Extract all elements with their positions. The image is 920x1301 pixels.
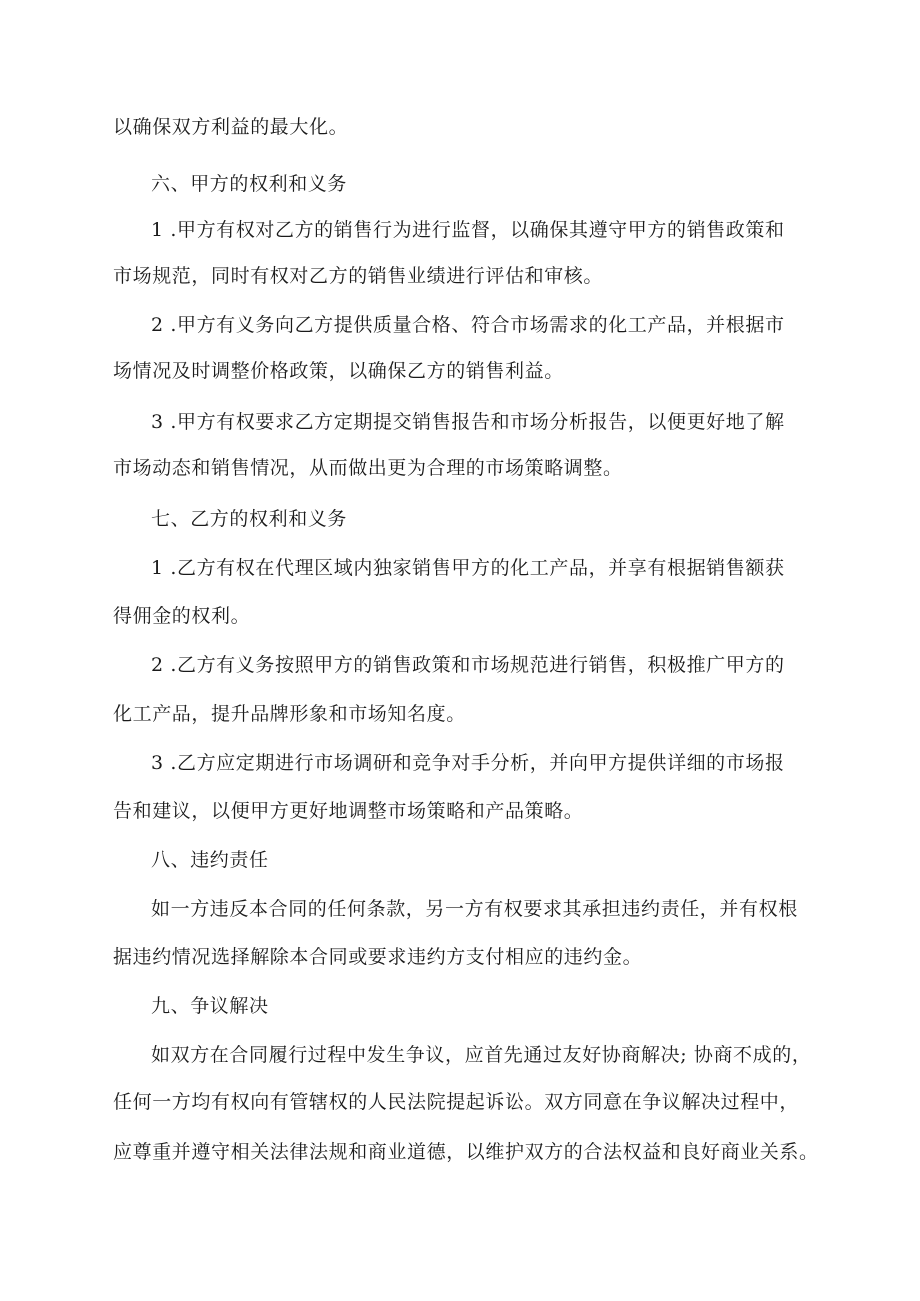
text-line: 化工产品，提升品牌形象和市场知名度。	[113, 703, 466, 725]
text-line: 如一方违反本合同的任何条款，另一方有权要求其承担违约责任，并有权根	[151, 898, 798, 920]
text-line: 2 .乙方有义务按照甲方的销售政策和市场规范进行销售，积极推广甲方的	[151, 654, 785, 676]
text-line: 任何一方均有权向有管辖权的人民法院提起诉讼。双方同意在争议解决过程中，	[113, 1091, 800, 1113]
text-line: 1 .乙方有权在代理区域内独家销售甲方的化工产品，并享有根据销售额获	[151, 557, 785, 579]
text-line: 以确保双方利益的最大化。	[113, 116, 349, 138]
text-line: 应尊重并遵守相关法律法规和商业道德，以维护双方的合法权益和良好商业关系。	[113, 1141, 819, 1163]
text-line: 市场规范，同时有权对乙方的销售业绩进行评估和审核。	[113, 265, 604, 287]
text-line: 场情况及时调整价格政策，以确保乙方的销售利益。	[113, 360, 564, 382]
text-line: 市场动态和销售情况，从而做出更为合理的市场策略调整。	[113, 457, 623, 479]
text-line: 1 .甲方有权对乙方的销售行为进行监督，以确保其遵守甲方的销售政策和	[151, 219, 785, 241]
text-line: 据违约情况选择解除本合同或要求违约方支付相应的违约金。	[113, 946, 643, 968]
text-line: 2 .甲方有义务向乙方提供质量合格、符合市场需求的化工产品，并根据市	[151, 314, 785, 336]
text-line: 3 .乙方应定期进行市场调研和竞争对手分析，并向甲方提供详细的市场报	[151, 752, 785, 774]
section-heading: 七、乙方的权利和义务	[151, 508, 348, 530]
text-line: 如双方在合同履行过程中发生争议，应首先通过友好协商解决; 协商不成的，	[151, 1044, 812, 1066]
section-heading: 九、争议解决	[151, 995, 269, 1017]
text-line: 得佣金的权利。	[113, 605, 251, 627]
text-line: 3 .甲方有权要求乙方定期提交销售报告和市场分析报告，以便更好地了解	[151, 411, 785, 433]
section-heading: 八、违约责任	[151, 849, 269, 871]
text-line: 告和建议，以便甲方更好地调整市场策略和产品策略。	[113, 800, 584, 822]
section-heading: 六、甲方的权利和义务	[151, 173, 348, 195]
